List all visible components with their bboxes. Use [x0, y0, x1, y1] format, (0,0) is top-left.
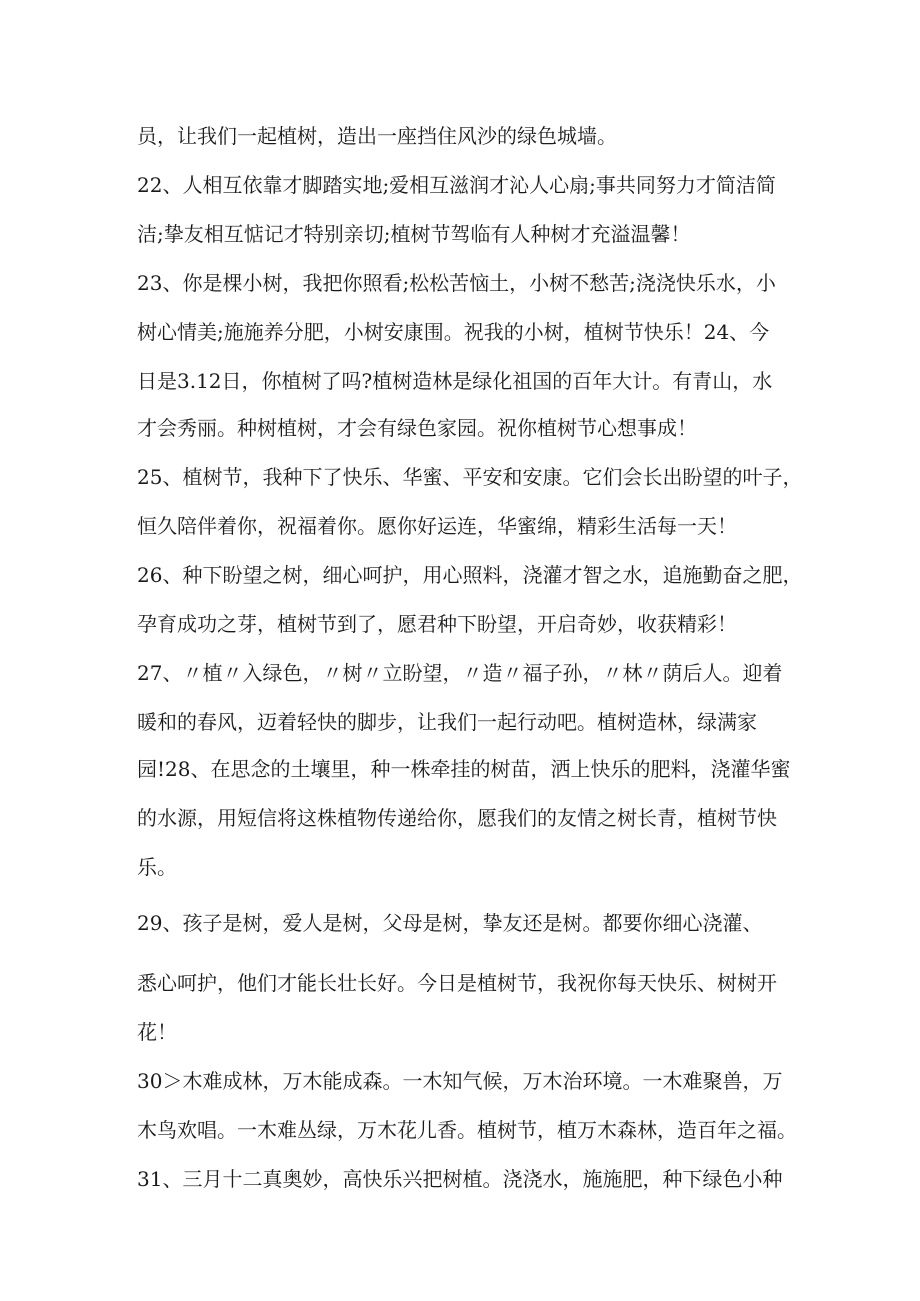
text-line: 23、你是棵小树，我把你照看;松松苦恼土，小树不愁苦;浇浇快乐水，小: [137, 271, 776, 295]
text-line: 31、三月十二真奥妙，高快乐兴把树植。浇浇水，施施肥，种下绿色小种: [137, 1167, 783, 1191]
text-line: 27、〃植〃入绿色，〃树〃立盼望，〃造〃福子孙，〃林〃荫后人。迎着: [137, 661, 783, 685]
text-line: 孕育成功之芽，植树节到了，愿君种下盼望，开启奇妙，收获精彩！: [137, 612, 737, 636]
text-line: 花！: [137, 1020, 177, 1044]
text-line: 日是3.12日，你植树了吗?植树造林是绿化祖国的百年大计。有青山，水: [137, 369, 773, 393]
text-line: 木鸟欢唱。一木难丛绿，万木花儿香。植树节，植万木森林，造百年之福。: [137, 1118, 797, 1142]
text-line: 乐。: [137, 855, 177, 879]
text-line: 恒久陪伴着你，祝福着你。愿你好运连，华蜜绵，精彩生活每一天！: [137, 514, 737, 538]
text-line: 26、种下盼望之树，细心呵护，用心照料，浇灌才智之水，追施勤奋之肥，: [137, 563, 803, 587]
text-line: 29、孩子是树，爱人是树，父母是树，挚友还是树。都要你细心浇灌、: [137, 911, 763, 935]
text-line: 才会秀丽。种树植树，才会有绿色家园。祝你植树节心想事成！: [137, 416, 697, 440]
text-line: 树心情美;施施养分肥，小树安康围。祝我的小树，植树节快乐！24、今: [137, 320, 770, 344]
text-line: 25、植树节，我种下了快乐、华蜜、平安和安康。它们会长出盼望的叶子，: [137, 465, 803, 489]
text-line: 悉心呵护，他们才能长壮长好。今日是植树节，我祝你每天快乐、树树开: [137, 971, 777, 995]
text-line: 园!28、在思念的土壤里，种一株牵挂的树苗，洒上快乐的肥料，浇灌华蜜: [137, 757, 791, 781]
text-line: 员，让我们一起植树，造出一座挡住风沙的绿色城墙。: [137, 124, 617, 148]
text-line: 22、人相互依靠才脚踏实地;爱相互滋润才沁人心扇;事共同努力才简洁简: [137, 173, 776, 197]
text-line: 暖和的春风，迈着轻快的脚步，让我们一起行动吧。植树造林，绿满家: [137, 710, 757, 734]
text-line: 的水源，用短信将这株植物传递给你，愿我们的友情之树长青，植树节快: [137, 806, 777, 830]
text-line: 30＞木难成林，万木能成森。一木知气候，万木治环境。一木难聚兽，万: [137, 1069, 783, 1093]
text-line: 洁;挚友相互惦记才特别亲切;植树节驾临有人种树才充溢温馨！: [137, 222, 691, 246]
